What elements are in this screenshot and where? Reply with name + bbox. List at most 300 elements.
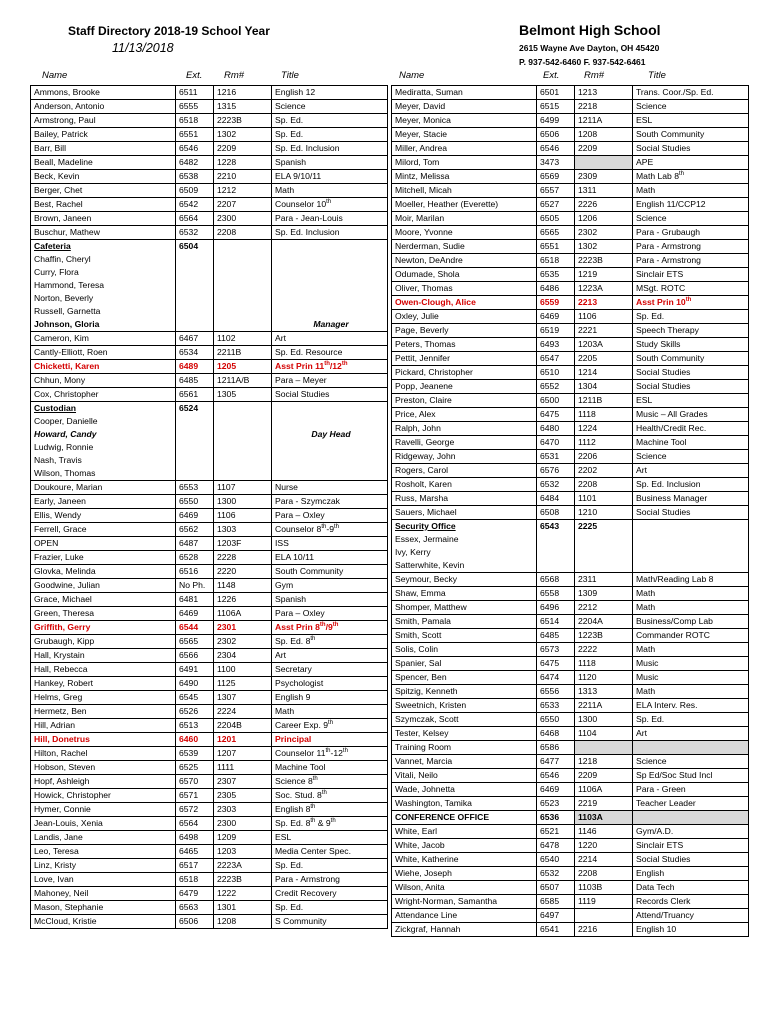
cell-room: 1125 bbox=[214, 677, 272, 691]
staff-row-sauers-michael bbox=[392, 506, 749, 520]
cell-title: Career Exp. 9th bbox=[272, 719, 388, 733]
cell-ext: 6525 bbox=[176, 761, 214, 775]
staff-row-cooper-danielle bbox=[31, 415, 388, 428]
staff-row-norton-beverly bbox=[31, 292, 388, 305]
cell-name: Attendance Line bbox=[392, 909, 537, 923]
cell-ext: 6531 bbox=[537, 450, 575, 464]
cell-room bbox=[214, 415, 272, 428]
cell-name: Solis, Colin bbox=[392, 643, 537, 657]
staff-row-beck-kevin bbox=[31, 170, 388, 184]
cell-title: Asst Prin 8th/9th bbox=[272, 621, 388, 635]
cell-ext: 6508 bbox=[537, 506, 575, 520]
staff-row-wilson-thomas bbox=[31, 467, 388, 481]
cell-name: Security Office bbox=[392, 520, 537, 534]
cell-name: Mitchell, Micah bbox=[392, 184, 537, 198]
cell-room: 1104 bbox=[575, 727, 633, 741]
cell-room: 1212 bbox=[214, 184, 272, 198]
staff-row-price-alex bbox=[392, 408, 749, 422]
staff-row-hill-donetrus bbox=[31, 733, 388, 747]
cell-ext: 6532 bbox=[537, 867, 575, 881]
staff-row-spitzig-kenneth bbox=[392, 685, 749, 699]
cell-room: 1211A bbox=[575, 114, 633, 128]
cell-name: Sauers, Michael bbox=[392, 506, 537, 520]
cell-name: Hopf, Ashleigh bbox=[31, 775, 176, 789]
cell-name: Hammond, Teresa bbox=[31, 279, 176, 292]
cell-title: Counselor 10th bbox=[272, 198, 388, 212]
cell-name: Berger, Chet bbox=[31, 184, 176, 198]
cell-title: Soc. Stud. 8th bbox=[272, 789, 388, 803]
cell-title: Para - Jean-Louis bbox=[272, 212, 388, 226]
cell-room: 1118 bbox=[575, 657, 633, 671]
staff-row-cantly-elliott-roen bbox=[31, 346, 388, 360]
cell-title: Music bbox=[633, 657, 749, 671]
cell-ext: 6486 bbox=[537, 282, 575, 296]
left-col-ext-header: Ext. bbox=[186, 70, 203, 81]
cell-name: Rosholt, Karen bbox=[392, 478, 537, 492]
cell-ext: 6500 bbox=[537, 394, 575, 408]
cell-ext: 6544 bbox=[176, 621, 214, 635]
cell-title: Para – Oxley bbox=[272, 509, 388, 523]
cell-room bbox=[214, 318, 272, 332]
staff-row-jean-louis-xenia bbox=[31, 817, 388, 831]
cell-title: Principal bbox=[272, 733, 388, 747]
cell-name: Shaw, Emma bbox=[392, 587, 537, 601]
cell-title: Credit Recovery bbox=[272, 887, 388, 901]
staff-row-buschur-mathew bbox=[31, 226, 388, 240]
cell-name: Pettit, Jennifer bbox=[392, 352, 537, 366]
staff-row-hymer-connie bbox=[31, 803, 388, 817]
cell-name: Moir, Marilan bbox=[392, 212, 537, 226]
cell-title: Study Skills bbox=[633, 338, 749, 352]
cell-title: Para - Szymczak bbox=[272, 495, 388, 509]
cell-room: 2300 bbox=[214, 817, 272, 831]
staff-row-ludwig-ronnie bbox=[31, 441, 388, 454]
staff-row-linz-kristy bbox=[31, 859, 388, 873]
cell-ext: 6565 bbox=[537, 226, 575, 240]
cell-room: 1146 bbox=[575, 825, 633, 839]
cell-name: Hill, Donetrus bbox=[31, 733, 176, 747]
cell-name: Rogers, Carol bbox=[392, 464, 537, 478]
cell-ext: 6475 bbox=[537, 408, 575, 422]
cell-name: Beall, Madeline bbox=[31, 156, 176, 170]
cell-ext: 6499 bbox=[537, 114, 575, 128]
staff-row-hankey-robert bbox=[31, 677, 388, 691]
staff-row-berger-chet bbox=[31, 184, 388, 198]
cell-room: 2304 bbox=[214, 649, 272, 663]
cell-ext: 6543 bbox=[537, 520, 575, 534]
cell-room bbox=[575, 156, 633, 170]
cell-name: Szymczak, Scott bbox=[392, 713, 537, 727]
staff-row-hilton-rachel bbox=[31, 747, 388, 761]
cell-title: ESL bbox=[633, 394, 749, 408]
cell-room: 1148 bbox=[214, 579, 272, 593]
staff-row-nerderman-sudie bbox=[392, 240, 749, 254]
staff-table bbox=[391, 85, 749, 937]
cell-name: Miller, Andrea bbox=[392, 142, 537, 156]
cell-name: Moore, Yvonne bbox=[392, 226, 537, 240]
staff-row-beall-madeline bbox=[31, 156, 388, 170]
cell-ext: 6571 bbox=[176, 789, 214, 803]
cell-room: 2210 bbox=[214, 170, 272, 184]
cell-title: Gym bbox=[272, 579, 388, 593]
staff-row-hall-krystain bbox=[31, 649, 388, 663]
staff-row-mason-stephanie bbox=[31, 901, 388, 915]
cell-room bbox=[214, 428, 272, 441]
cell-title: Commander ROTC bbox=[633, 629, 749, 643]
cell-title: Sp. Ed. 8th & 9th bbox=[272, 817, 388, 831]
cell-name: Glovka, Melinda bbox=[31, 565, 176, 579]
staff-row-brown-janeen bbox=[31, 212, 388, 226]
cell-title: Social Studies bbox=[633, 853, 749, 867]
cell-name: Early, Janeen bbox=[31, 495, 176, 509]
cell-ext: 6465 bbox=[176, 845, 214, 859]
cell-title: Math bbox=[633, 184, 749, 198]
cell-room: 1106A bbox=[575, 783, 633, 797]
cell-room: 1313 bbox=[575, 685, 633, 699]
cell-room: 1219 bbox=[575, 268, 633, 282]
cell-title: Speech Therapy bbox=[633, 324, 749, 338]
staff-row-love-ivan bbox=[31, 873, 388, 887]
cell-name: Ammons, Brooke bbox=[31, 86, 176, 100]
cell-ext bbox=[176, 305, 214, 318]
cell-ext: 6506 bbox=[176, 915, 214, 929]
cell-ext: 6469 bbox=[537, 310, 575, 324]
cell-ext: 6569 bbox=[537, 170, 575, 184]
cell-ext bbox=[176, 292, 214, 305]
cell-ext: 6518 bbox=[176, 114, 214, 128]
cell-room: 1300 bbox=[575, 713, 633, 727]
cell-title: Sp. Ed. Inclusion bbox=[272, 142, 388, 156]
cell-name: Wilson, Anita bbox=[392, 881, 537, 895]
cell-name: Nerderman, Sudie bbox=[392, 240, 537, 254]
cell-room: 2205 bbox=[575, 352, 633, 366]
cell-name: OPEN bbox=[31, 537, 176, 551]
staff-row-hobson-steven bbox=[31, 761, 388, 775]
directory-date: 11/13/2018 bbox=[112, 41, 174, 55]
left-directory-table bbox=[30, 85, 387, 929]
cell-title bbox=[633, 559, 749, 573]
cell-ext: 6515 bbox=[537, 100, 575, 114]
cell-ext: 6518 bbox=[537, 254, 575, 268]
left-col-title-header: Title bbox=[281, 70, 299, 81]
cell-ext: 6585 bbox=[537, 895, 575, 909]
cell-ext: 6538 bbox=[176, 170, 214, 184]
cell-ext: 6552 bbox=[537, 380, 575, 394]
cell-title: Social Studies bbox=[633, 366, 749, 380]
cell-room: 1206 bbox=[575, 212, 633, 226]
cell-ext: 6527 bbox=[537, 198, 575, 212]
cell-room: 2223A bbox=[214, 859, 272, 873]
cell-title bbox=[633, 741, 749, 755]
staff-row-leo-teresa bbox=[31, 845, 388, 859]
cell-title: English 12 bbox=[272, 86, 388, 100]
cell-ext: 6469 bbox=[537, 783, 575, 797]
cell-name: White, Jacob bbox=[392, 839, 537, 853]
staff-row-custodian bbox=[31, 402, 388, 416]
staff-row-shomper-matthew bbox=[392, 601, 749, 615]
cell-ext: 6485 bbox=[176, 374, 214, 388]
cell-name: Seymour, Becky bbox=[392, 573, 537, 587]
cell-room: 1120 bbox=[575, 671, 633, 685]
cell-name: Johnson, Gloria bbox=[31, 318, 176, 332]
cell-room: 2214 bbox=[575, 853, 633, 867]
cell-name: Price, Alex bbox=[392, 408, 537, 422]
cell-name: Ferrell, Grace bbox=[31, 523, 176, 537]
cell-name: Ellis, Wendy bbox=[31, 509, 176, 523]
cell-room: 1100 bbox=[214, 663, 272, 677]
staff-row-ravelli-george bbox=[392, 436, 749, 450]
cell-title: Para - Armstrong bbox=[272, 873, 388, 887]
cell-title: Machine Tool bbox=[272, 761, 388, 775]
cell-name: Hill, Adrian bbox=[31, 719, 176, 733]
cell-title: MSgt. ROTC bbox=[633, 282, 749, 296]
cell-ext: 6536 bbox=[537, 811, 575, 825]
cell-ext: 6551 bbox=[176, 128, 214, 142]
cell-title: Math Lab 8th bbox=[633, 170, 749, 184]
cell-title: Spanish bbox=[272, 593, 388, 607]
cell-title: Counselor 11th-12th bbox=[272, 747, 388, 761]
cell-ext bbox=[537, 559, 575, 573]
staff-row-mintz-melissa bbox=[392, 170, 749, 184]
cell-ext: 6540 bbox=[537, 853, 575, 867]
staff-row-spencer-ben bbox=[392, 671, 749, 685]
staff-row-security-office bbox=[392, 520, 749, 534]
cell-name: Washington, Tamika bbox=[392, 797, 537, 811]
staff-row-hill-adrian bbox=[31, 719, 388, 733]
cell-title: Math bbox=[272, 184, 388, 198]
cell-name: Wiehe, Joseph bbox=[392, 867, 537, 881]
cell-title: ELA 10/11 bbox=[272, 551, 388, 565]
cell-room: 1106 bbox=[214, 509, 272, 523]
cell-name: Vannet, Marcia bbox=[392, 755, 537, 769]
cell-room: 1203A bbox=[575, 338, 633, 352]
cell-ext bbox=[176, 266, 214, 279]
cell-room: 2216 bbox=[575, 923, 633, 937]
cell-title bbox=[272, 240, 388, 254]
staff-row-seymour-becky bbox=[392, 573, 749, 587]
cell-ext bbox=[176, 441, 214, 454]
staff-row-pettit-jennifer bbox=[392, 352, 749, 366]
cell-name: Ridgeway, John bbox=[392, 450, 537, 464]
cell-name: Russ, Marsha bbox=[392, 492, 537, 506]
cell-ext: 6518 bbox=[176, 873, 214, 887]
cell-name: Ravelli, George bbox=[392, 436, 537, 450]
cell-name: Landis, Jane bbox=[31, 831, 176, 845]
cell-room: 1111 bbox=[214, 761, 272, 775]
cell-title: South Community bbox=[272, 565, 388, 579]
cell-name: Vitali, Neilo bbox=[392, 769, 537, 783]
cell-title: ESL bbox=[633, 114, 749, 128]
cell-ext: 6546 bbox=[176, 142, 214, 156]
cell-room: 2209 bbox=[575, 142, 633, 156]
cell-title: Science bbox=[272, 100, 388, 114]
staff-row-washington-tamika bbox=[392, 797, 749, 811]
staff-row-armstrong-paul bbox=[31, 114, 388, 128]
cell-name: Linz, Kristy bbox=[31, 859, 176, 873]
cell-ext: 6555 bbox=[176, 100, 214, 114]
cell-room: 1301 bbox=[214, 901, 272, 915]
cell-title: Sp. Ed. bbox=[633, 713, 749, 727]
cell-name: Wade, Johnetta bbox=[392, 783, 537, 797]
cell-room: 1203 bbox=[214, 845, 272, 859]
cell-room: 1208 bbox=[214, 915, 272, 929]
staff-row-popp-jeanene bbox=[392, 380, 749, 394]
cell-title: Science 8th bbox=[272, 775, 388, 789]
right-col-ext-header: Ext. bbox=[543, 70, 560, 81]
cell-room: 2307 bbox=[214, 775, 272, 789]
cell-ext: 6558 bbox=[537, 587, 575, 601]
cell-room: 1302 bbox=[575, 240, 633, 254]
cell-room: 2220 bbox=[214, 565, 272, 579]
cell-name: Spencer, Ben bbox=[392, 671, 537, 685]
cell-title: Nurse bbox=[272, 481, 388, 495]
cell-name: Frazier, Luke bbox=[31, 551, 176, 565]
cell-room: 1216 bbox=[214, 86, 272, 100]
cell-room: 2228 bbox=[214, 551, 272, 565]
staff-row-hopf-ashleigh bbox=[31, 775, 388, 789]
cell-room: 1214 bbox=[575, 366, 633, 380]
cell-title: Sp. Ed. Resource bbox=[272, 346, 388, 360]
staff-row-wade-johnetta bbox=[392, 783, 749, 797]
cell-name: Spanier, Sal bbox=[392, 657, 537, 671]
staff-row-ridgeway-john bbox=[392, 450, 749, 464]
cell-name: Brown, Janeen bbox=[31, 212, 176, 226]
cell-name: White, Katherine bbox=[392, 853, 537, 867]
cell-name: Mahoney, Neil bbox=[31, 887, 176, 901]
cell-name: Hobson, Steven bbox=[31, 761, 176, 775]
cell-title: Music – All Grades bbox=[633, 408, 749, 422]
staff-row-page-beverly bbox=[392, 324, 749, 338]
cell-name: Jean-Louis, Xenia bbox=[31, 817, 176, 831]
cell-room: 1303 bbox=[214, 523, 272, 537]
cell-name: Peters, Thomas bbox=[392, 338, 537, 352]
staff-row-conference-office bbox=[392, 811, 749, 825]
cell-name: Preston, Claire bbox=[392, 394, 537, 408]
cell-name: Grubaugh, Kipp bbox=[31, 635, 176, 649]
cell-name: Spitzig, Kenneth bbox=[392, 685, 537, 699]
cell-ext: 6546 bbox=[537, 142, 575, 156]
staff-row-barr-bill bbox=[31, 142, 388, 156]
staff-row-howard-candy bbox=[31, 428, 388, 441]
cell-room: 1311 bbox=[575, 184, 633, 198]
cell-room bbox=[214, 266, 272, 279]
cell-ext: 6523 bbox=[537, 797, 575, 811]
cell-title: Sp. Ed. bbox=[633, 310, 749, 324]
cell-room bbox=[214, 467, 272, 481]
cell-name: McCloud, Kristie bbox=[31, 915, 176, 929]
cell-ext: 6460 bbox=[176, 733, 214, 747]
cell-title: Science bbox=[633, 100, 749, 114]
cell-room: 2211A bbox=[575, 699, 633, 713]
cell-room: 2223B bbox=[214, 873, 272, 887]
cell-name: Cox, Christopher bbox=[31, 388, 176, 402]
cell-title: Business Manager bbox=[633, 492, 749, 506]
cell-title: Social Studies bbox=[633, 506, 749, 520]
cell-name: Owen-Clough, Alice bbox=[392, 296, 537, 310]
cell-ext: 6586 bbox=[537, 741, 575, 755]
cell-ext: 6506 bbox=[537, 128, 575, 142]
cell-title: Day Head bbox=[272, 428, 388, 441]
staff-row-training-room bbox=[392, 741, 749, 755]
cell-title: Math bbox=[272, 705, 388, 719]
staff-row-moir-marilan bbox=[392, 212, 749, 226]
cell-name: Hymer, Connie bbox=[31, 803, 176, 817]
cell-title: Social Studies bbox=[272, 388, 388, 402]
cell-room: 2213 bbox=[575, 296, 633, 310]
cell-title: Health/Credit Rec. bbox=[633, 422, 749, 436]
cell-ext bbox=[176, 279, 214, 292]
staff-table bbox=[30, 85, 388, 929]
cell-ext: 6469 bbox=[176, 607, 214, 621]
cell-ext: 6564 bbox=[176, 817, 214, 831]
cell-ext bbox=[176, 318, 214, 332]
cell-title bbox=[633, 546, 749, 559]
cell-name: Shomper, Matthew bbox=[392, 601, 537, 615]
cell-ext: 6551 bbox=[537, 240, 575, 254]
cell-room: 1103B bbox=[575, 881, 633, 895]
staff-row-wiehe-joseph bbox=[392, 867, 749, 881]
cell-room: 2208 bbox=[575, 478, 633, 492]
cell-room: 1102 bbox=[214, 332, 272, 346]
cell-room: 2223B bbox=[214, 114, 272, 128]
cell-name: Satterwhite, Kevin bbox=[392, 559, 537, 573]
cell-ext: 6556 bbox=[537, 685, 575, 699]
cell-room: 1203F bbox=[214, 537, 272, 551]
cell-room: 1207 bbox=[214, 747, 272, 761]
cell-name: Pickard, Christopher bbox=[392, 366, 537, 380]
cell-title: Sp. Ed. 8th bbox=[272, 635, 388, 649]
cell-name: Moeller, Heather (Everette) bbox=[392, 198, 537, 212]
cell-ext: 6484 bbox=[537, 492, 575, 506]
cell-ext: 6485 bbox=[537, 629, 575, 643]
cell-title bbox=[272, 253, 388, 266]
cell-name: Hall, Rebecca bbox=[31, 663, 176, 677]
cell-name: Smith, Scott bbox=[392, 629, 537, 643]
staff-row-shaw-emma bbox=[392, 587, 749, 601]
cell-name: Cooper, Danielle bbox=[31, 415, 176, 428]
cell-room: 2204A bbox=[575, 615, 633, 629]
staff-row-white-jacob bbox=[392, 839, 749, 853]
cell-ext bbox=[176, 454, 214, 467]
cell-room: 1304 bbox=[575, 380, 633, 394]
school-address: 2615 Wayne Ave Dayton, OH 45420 bbox=[519, 43, 660, 53]
cell-title: ISS bbox=[272, 537, 388, 551]
cell-room bbox=[575, 559, 633, 573]
cell-ext: 6509 bbox=[176, 184, 214, 198]
cell-name: Chhun, Mony bbox=[31, 374, 176, 388]
cell-ext: 6489 bbox=[176, 360, 214, 374]
cell-ext: 6576 bbox=[537, 464, 575, 478]
staff-row-white-katherine bbox=[392, 853, 749, 867]
cell-ext: 6482 bbox=[176, 156, 214, 170]
staff-row-wilson-anita bbox=[392, 881, 749, 895]
cell-room: 1300 bbox=[214, 495, 272, 509]
cell-room: 1101 bbox=[575, 492, 633, 506]
staff-row-open bbox=[31, 537, 388, 551]
cell-room bbox=[214, 292, 272, 305]
cell-ext: 6566 bbox=[176, 649, 214, 663]
cell-title: Science bbox=[633, 450, 749, 464]
cell-name: Love, Ivan bbox=[31, 873, 176, 887]
cell-name: Mediratta, Suman bbox=[392, 86, 537, 100]
cell-name: Zickgraf, Hannah bbox=[392, 923, 537, 937]
cell-name: Ivy, Kerry bbox=[392, 546, 537, 559]
cell-ext: 6481 bbox=[176, 593, 214, 607]
right-col-name-header: Name bbox=[399, 70, 425, 81]
cell-ext: 6570 bbox=[176, 775, 214, 789]
cell-name: Armstrong, Paul bbox=[31, 114, 176, 128]
cell-room bbox=[214, 240, 272, 254]
